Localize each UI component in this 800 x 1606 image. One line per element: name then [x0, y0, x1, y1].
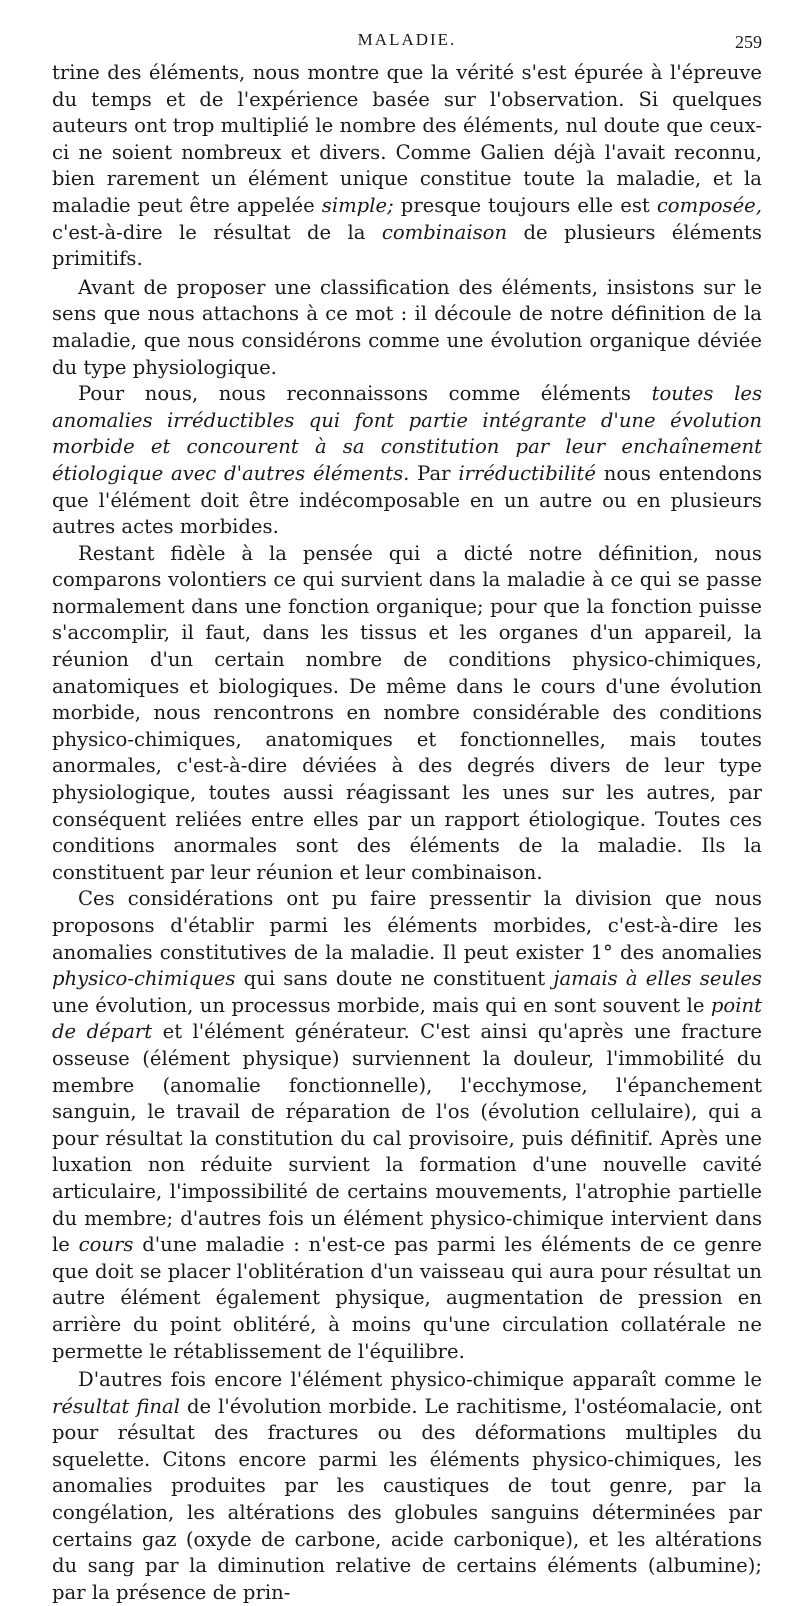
- italic-text: physico-chimiques: [52, 967, 236, 991]
- body-text: [52, 60, 762, 1606]
- paragraph: [52, 886, 762, 1365]
- paragraph: [52, 381, 762, 541]
- text-run: de plusieurs éléments primitifs.: [52, 220, 762, 271]
- text-run: c'est-à-dire le résultat de la: [52, 220, 382, 244]
- italic-text: point de départ: [52, 993, 762, 1044]
- paragraph: [52, 60, 762, 273]
- text-run: Ces considérations ont pu faire pressentir la division que nous proposons d'établir parmi les éléments morbides, c'est-à-dire les anomalies constitutives de la maladie. Il peut exister 1° des anomalies: [52, 887, 762, 964]
- italic-text: jamais à elles seules: [553, 967, 762, 991]
- text-run: une évolution, un processus morbide, mais qui en sont souvent le: [52, 993, 711, 1017]
- text-run: d'une maladie : n'est-ce pas parmi les éléments de ce genre que doit se placer l'oblitération d'un vaisseau qui aura pour résultat un autre élément également physique, augmentation de pression en arrière du point oblitéré, à moins qu'une circulation collatérale ne permette le rétablissement de l'équilibre.: [52, 1233, 763, 1363]
- text-run: Avant de proposer une classification des éléments, insistons sur le sens que nous attachons à ce mot : il découle de notre définition de la maladie, que nous considérons comme une évolution organique déviée du type physiologique.: [52, 275, 762, 379]
- italic-text: composée,: [656, 193, 762, 217]
- text-run: trine des éléments, nous montre que la vérité s'est épurée à l'épreuve du temps et de l'expérience basée sur l'observation. Si quelques auteurs ont trop multiplié le nombre des éléments, nul doute que ceux-ci ne soient nombreux et divers. Comme Galien déjà l'avait reconnu, bien rarement un élément unique constitue toute la maladie, et la maladie peut être appelée: [52, 61, 762, 217]
- text-run: de l'évolution morbide. Le rachitisme, l'ostéomalacie, ont pour résultat des fractures ou des déformations multiples du squelette. Citons encore parmi les éléments physico-chimiques, les anomalies produites par les caustiques de tout genre, par la congélation, les altérations des globules sanguins déterminées par certains gaz (oxyde de carbone, acide carbonique), et les altérations du sang par la diminution relative de certains éléments (albumine); par la présence de prin-: [52, 1394, 762, 1604]
- italic-text: toutes les anomalies irréductibles qui font partie intégrante d'une évolution morbide et concourent à sa constitution par leur enchaînement étiologique avec d'autres éléments.: [52, 382, 762, 485]
- italic-text: simple;: [321, 193, 394, 217]
- paragraph: [52, 541, 762, 887]
- italic-text: résultat final: [52, 1394, 180, 1418]
- running-header: [52, 30, 762, 60]
- page-number: 259: [735, 32, 762, 52]
- text-run: Par: [409, 461, 459, 485]
- text-run: presque toujours elle est: [393, 193, 657, 217]
- text-run: nous entendons que l'élément doit être indécomposable en un autre ou en plusieurs autres actes morbides.: [52, 461, 762, 539]
- text-run: Restant fidèle à la pensée qui a dicté notre définition, nous comparons volontiers ce qui survient dans la maladie à ce qui se passe normalement dans une fonction organique; pour que la fonction puisse s'accomplir, il faut, dans les tissus et les organes d'un appareil, la réunion d'un certain nombre de conditions physico-chimiques, anatomiques et biologiques. De même dans le cours d'une évolution morbide, nous rencontrons en nombre considérable des conditions physico-chimiques, anatomiques et fonctionnelles, mais toutes anormales, c'est-à-dire déviées à des degrés divers de leur type physiologique, toutes aussi réagissant les unes sur les autres, par conséquent reliées entre elles par un rapport étiologique. Toutes ces conditions anormales sont des éléments de la maladie. Ils la constituent par leur réunion et leur combinaison.: [52, 541, 762, 884]
- paragraph: [52, 1367, 762, 1606]
- italic-text: combinaison: [381, 220, 508, 244]
- paragraph: [52, 275, 762, 381]
- text-run: Pour nous, nous reconnaissons comme éléments: [78, 382, 652, 406]
- text-run: D'autres fois encore l'élément physico-chimique apparaît comme le: [78, 1368, 762, 1392]
- italic-text: irréductibilité: [458, 461, 597, 485]
- italic-text: cours: [78, 1233, 134, 1257]
- text-run: qui sans doute ne constituent: [235, 967, 554, 991]
- text-run: et l'élément générateur. C'est ainsi qu'après une fracture osseuse (élément physique) surviennent la douleur, l'immobilité du membre (anomalie fonctionnelle), l'ecchymose, l'épanchement sanguin, le travail de réparation de l'os (évolution cellulaire), qui a pour résultat la constitution du cal provisoire, puis définitif. Après une luxation non réduite survient la formation d'une nouvelle cavité articulaire, l'impossibilité de certains mouvements, l'atrophie partielle du membre; d'autres fois un élément physico-chimique intervient dans le: [52, 1020, 762, 1257]
- running-title: MALADIE.: [357, 30, 457, 49]
